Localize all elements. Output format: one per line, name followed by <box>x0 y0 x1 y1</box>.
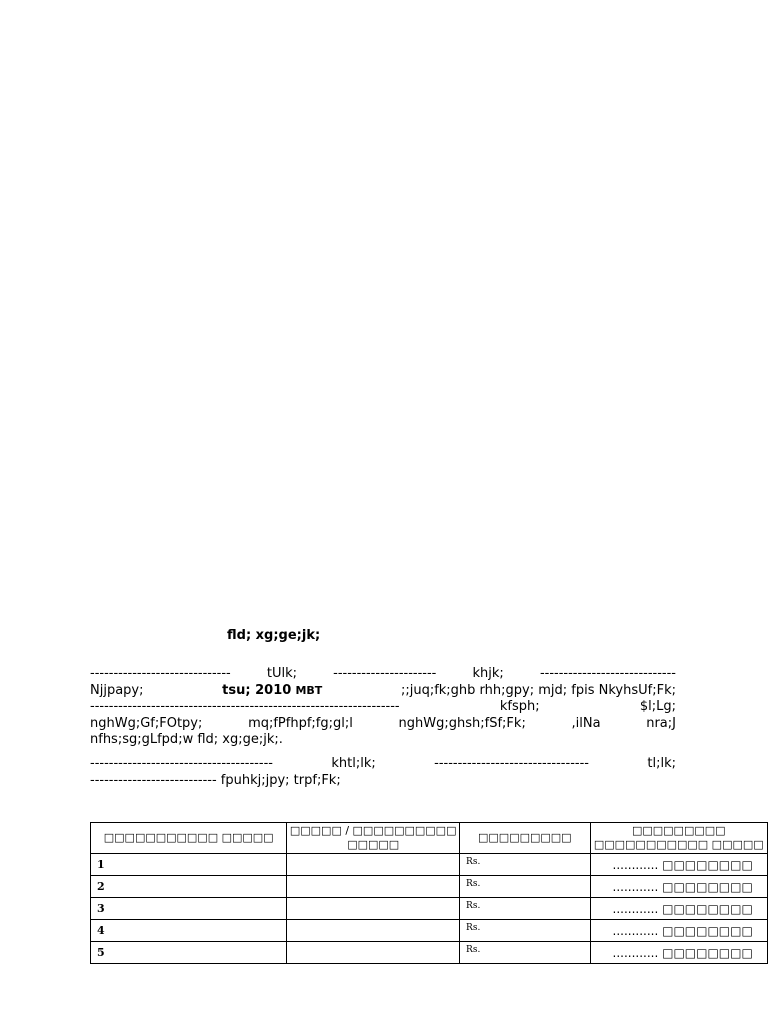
column-header: □□□□□□□□□□□ □□□□□ <box>91 823 287 854</box>
row-number: 1 <box>91 854 287 876</box>
loan-table <box>90 822 768 964</box>
loan-table-wrapper <box>90 822 768 964</box>
currency-cell: Rs. <box>460 898 590 920</box>
table-cell <box>287 942 460 964</box>
address-paragraph <box>90 756 676 789</box>
dotted-cell: ............ □□□□□□□□ <box>590 876 767 898</box>
text-fragment: kfsph; <box>499 699 540 714</box>
blank-line: --------------------------------- <box>434 756 589 771</box>
document-heading: fld; xg;ge;jk; <box>227 628 321 643</box>
column-header: □□□□□□□□□ <box>460 823 590 854</box>
blank-line: ------------------------------------------------------------------ <box>90 699 400 714</box>
currency-cell: Rs. <box>460 920 590 942</box>
table-row <box>91 920 768 942</box>
table-row <box>91 876 768 898</box>
blank-line: ------------------------------ <box>90 666 231 681</box>
text-fragment: tUlk; <box>266 666 298 681</box>
blank-line: --------------------------------------- <box>90 756 273 771</box>
text-fragment: ,ilNa <box>571 715 601 731</box>
text-fragment: $l;Lg; <box>639 699 676 714</box>
year-text: tsu; 2010 <box>222 682 292 698</box>
row-number: 5 <box>91 942 287 964</box>
table-cell <box>287 854 460 876</box>
text-fragment: --------------------------- fpuhkj;jpy; trpf;Fk; <box>90 772 341 788</box>
table-cell <box>287 898 460 920</box>
blank-line: ----------------------------- <box>539 666 676 681</box>
month-text: MBT <box>295 683 323 697</box>
table-cell <box>287 920 460 942</box>
dotted-cell: ............ □□□□□□□□ <box>590 942 767 964</box>
dotted-cell: ............ □□□□□□□□ <box>590 920 767 942</box>
text-fragment: nfhs;sg;gLfpd;w fld; xg;ge;jk;. <box>90 732 283 747</box>
table-header-row <box>91 823 768 854</box>
text-fragment: mq;fPfhpf;fg;gl;l <box>248 715 353 731</box>
dotted-cell: ............ □□□□□□□□ <box>590 898 767 920</box>
currency-cell: Rs. <box>460 876 590 898</box>
text-fragment: nghWg;Gf;FOtpy; <box>90 715 203 731</box>
paragraph-line <box>90 683 676 700</box>
paragraph-line <box>90 716 676 733</box>
text-fragment: khtl;lk; <box>331 756 376 771</box>
table-row <box>91 898 768 920</box>
paragraph-line <box>90 666 676 683</box>
agreement-paragraph <box>90 666 676 749</box>
paragraph-line <box>90 756 676 773</box>
paragraph-line <box>90 732 676 749</box>
column-header: □□□□□□□□□ □□□□□□□□□□□ □□□□□ <box>590 823 767 854</box>
table-row <box>91 854 768 876</box>
text-fragment: khjk; <box>472 666 504 681</box>
text-fragment: nghWg;ghsh;fSf;Fk; <box>398 715 526 731</box>
column-header: □□□□□ / □□□□□□□□□□ □□□□□ <box>287 823 460 854</box>
text-fragment: Njjpapy; <box>90 682 144 698</box>
blank-line: ---------------------- <box>333 666 437 681</box>
table-row <box>91 942 768 964</box>
text-fragment: tl;lk; <box>647 756 676 771</box>
text-fragment: nra;J <box>646 715 676 731</box>
currency-cell: Rs. <box>460 942 590 964</box>
row-number: 2 <box>91 876 287 898</box>
dotted-cell: ............ □□□□□□□□ <box>590 854 767 876</box>
row-number: 3 <box>91 898 287 920</box>
currency-cell: Rs. <box>460 854 590 876</box>
row-number: 4 <box>91 920 287 942</box>
paragraph-line <box>90 699 676 716</box>
table-cell <box>287 876 460 898</box>
paragraph-line <box>90 773 676 790</box>
text-fragment: ;;juq;fk;ghb rhh;gpy; mjd; fpis NkyhsUf;Fk; <box>400 682 676 698</box>
